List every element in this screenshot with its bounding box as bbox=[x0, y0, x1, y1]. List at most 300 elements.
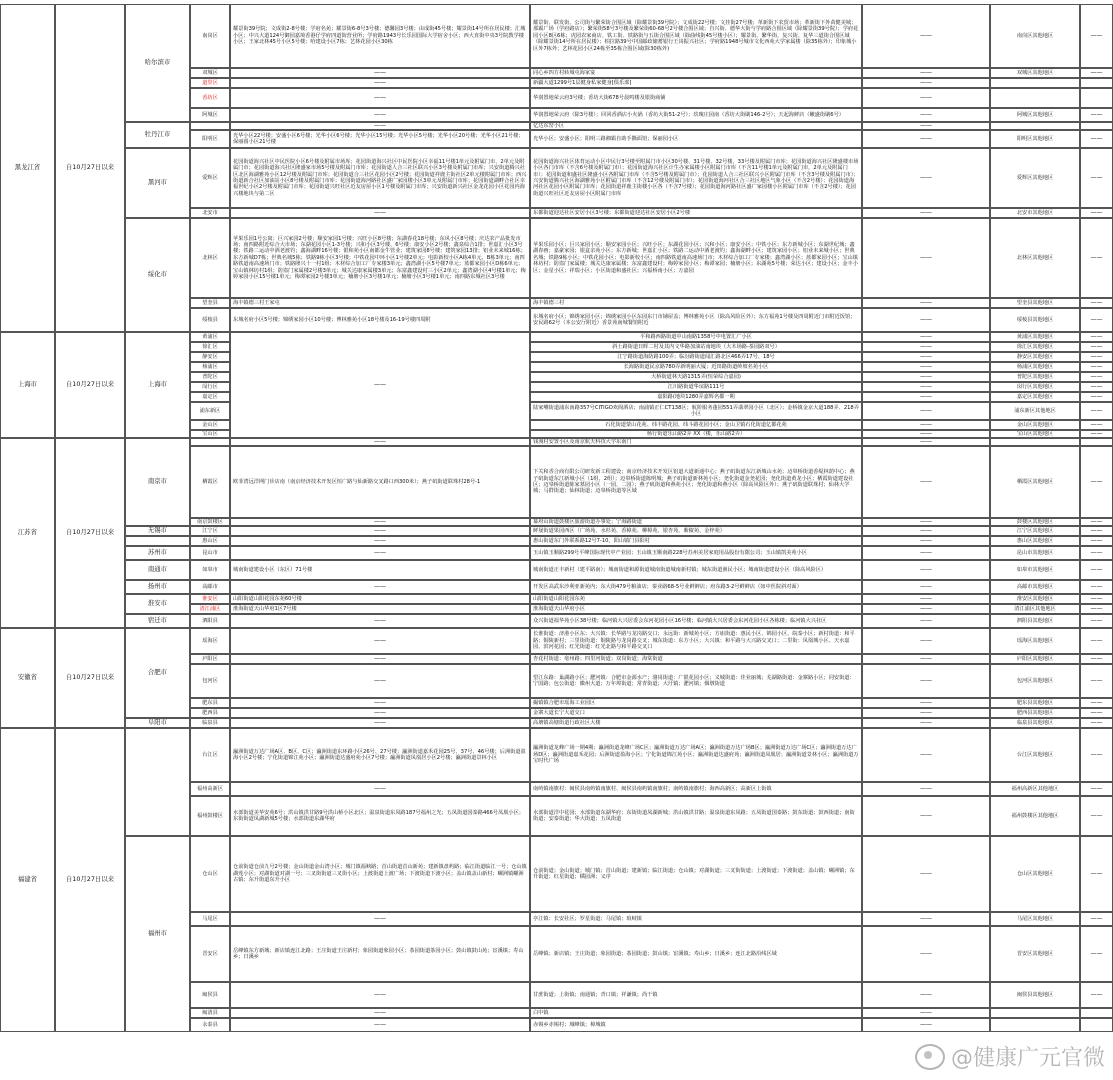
high-risk-cell: —— bbox=[230, 536, 530, 546]
note-cell: —— bbox=[1080, 604, 1113, 614]
city-cell: 合肥市 bbox=[125, 628, 190, 718]
exclusion-cell: —— bbox=[862, 982, 990, 1008]
exclusion-cell: —— bbox=[862, 298, 990, 308]
district-cell: 昆山市 bbox=[190, 546, 230, 560]
exclusion-cell: —— bbox=[862, 1018, 990, 1032]
city-cell: 淮安市 bbox=[125, 594, 190, 614]
city-cell bbox=[125, 728, 190, 836]
low-risk-cell: 福州高新区其他地区 bbox=[990, 782, 1080, 796]
exclusion-cell: —— bbox=[862, 392, 990, 402]
low-risk-cell: 闵行区其他地区 bbox=[990, 382, 1080, 392]
mid-risk-cell: 高塘镇高塘街道行政社区大楼 bbox=[530, 718, 862, 728]
exclusion-cell: —— bbox=[862, 78, 990, 88]
note-cell: —— bbox=[1080, 68, 1113, 78]
high-risk-cell: —— bbox=[230, 614, 530, 628]
low-risk-cell: 杨浦区其他地区 bbox=[990, 362, 1080, 372]
mid-risk-cell: 开发区高武东沙利亚新苑内；东大街479号粮油店；秦业路68-5号业鲜鲜店；府东路3-2号鲜鲜店（如中医院斜对面） bbox=[530, 580, 862, 594]
exclusion-cell: —— bbox=[862, 708, 990, 718]
mid-risk-cell: 玉山镇玉顺路299号平峰国际现代中产业园；玉山镇玉顺南路228号苏州美居家庭用品股份有限公司；玉山镇凯美苑小区 bbox=[530, 546, 862, 560]
exclusion-cell: —— bbox=[862, 122, 990, 130]
district-cell: 台江区 bbox=[190, 728, 230, 782]
high-risk-cell: —— bbox=[230, 718, 530, 728]
date-cell: 自10月27日以来 bbox=[55, 728, 125, 1032]
district-cell: 包河区 bbox=[190, 664, 230, 698]
low-risk-cell: 仓山区其他地区 bbox=[990, 836, 1080, 912]
exclusion-cell: —— bbox=[862, 594, 990, 604]
district-cell bbox=[190, 438, 230, 446]
mid-risk-cell: 花园街道海兴社区体育运动小区中民行3号楼至附属门市小区30号楼、31号楼、32号楼、33号楼及附属门市库；花园街道海兴社区隆盛楼市场小区各门市库（不含6号楼及附属门市）；花园街道海兴社区计生办家属楼小区附属门市库（不含11号楼1单元及附属门市，2单元及附属门市）；花园街道和盛社区隆盛小区各附属门市库（不含5号楼及附属门市）；花园街道人合三社区联兴小区附属门市库（不含3号楼及附属门市）；兴安街道腾兴社区海湖雅苑小区附属门市库（不含12号楼及附属门市）；花园街道海河社区合三社区地区气象小区（不含2号楼）；花园街道海河社区花园小区附属门市库；花园街道祥鹿主街楼小区各（不含7号楼）；花园街道海河路社区盛广家园楼小区附属门市库（不含2号楼）；花园街道兴旺社区近友房屋小区附属门市库 bbox=[530, 148, 862, 208]
note-cell: —— bbox=[1080, 430, 1113, 438]
low-risk-cell: 如皋市其他地区 bbox=[990, 560, 1080, 580]
high-risk-cell: —— bbox=[230, 708, 530, 718]
exclusion-cell: —— bbox=[862, 912, 990, 926]
district-cell: 北安市 bbox=[190, 208, 230, 218]
note-cell: —— bbox=[1080, 382, 1113, 392]
exclusion-cell: —— bbox=[862, 926, 990, 982]
note-cell: —— bbox=[1080, 4, 1113, 68]
date-cell: 自10月27日以来 bbox=[55, 438, 125, 628]
mid-risk-cell: 华润置地荣云府（除3号楼）；回回香酒店小火锅（香坊大街51-2号）；玖瑰庄园南（香坊大街刷146-2号）；天起海鲜店（嫩盛街刷6号） bbox=[530, 108, 862, 122]
exclusion-cell: —— bbox=[862, 130, 990, 148]
high-risk-cell: —— bbox=[230, 518, 530, 526]
note-cell: —— bbox=[1080, 526, 1113, 536]
high-risk-cell: —— bbox=[230, 332, 530, 438]
mid-risk-cell: 同心乡四方村转城屯海家宴 bbox=[530, 68, 862, 78]
low-risk-cell: 徐汇区其他地区 bbox=[990, 342, 1080, 352]
low-risk-cell: 鼓楼区其他地区 bbox=[990, 518, 1080, 526]
high-risk-cell: —— bbox=[230, 698, 530, 708]
note-cell bbox=[1080, 1008, 1113, 1018]
mid-risk-cell: 苹果乐园小区；巨兴家园小区；顺安家园小区；兴旺小区；东湖花园小区；兴和小区；康安小区；中铁小区；东方新城小区；东湖世纪城；鑫湖春画；嘉豪家园；银盒亲苑小区；东方新城；世嘉汇小区；铁路二运动中酒老渡钓；鑫海湖畔小区；建筑家园小区；铝业未来城小区；世典名城；铁路9栋小区；中铁花园小区；电影新校小区；南四路铁道南高速场门市；木材综合加工厂专家楼；鑫湾湖小区；蓝都家园小区；宝山镇林坊村；防盗门家属楼；城关达康家属楼；东富鑫建设村；梅婷家园小区；梅谭家园；楠塘小区；东湖苑5号楼；荣达小区；建设小区；金丰小区；金星小区；祥瑞小区；小区街道和盛社区；兴福桥南小区；万嘉园 bbox=[530, 218, 862, 298]
district-cell: 瑶海区 bbox=[190, 628, 230, 654]
high-risk-cell: —— bbox=[230, 122, 530, 130]
weibo-logo-icon bbox=[915, 1044, 945, 1070]
mid-risk-cell: 幕府山街道鼓楼区旅游街道办事处；宁海路街道 bbox=[530, 518, 862, 526]
mid-risk-cell: 杏花村街道：亳州路；四里河街道；双岗街道；海棠街道 bbox=[530, 654, 862, 664]
city-cell: 牡丹江市 bbox=[125, 122, 190, 148]
mid-risk-cell: 陆家嘴街道浦东南路357号CITIGO欢阁酒店；南浦镇正仁CT138区；航阶服务蓬园551弄翡翠园小区（北区）；金桥镇金京大道188弄、218弄小区 bbox=[530, 402, 862, 420]
district-cell: 高邮市 bbox=[190, 580, 230, 594]
mid-risk-cell: 石化街道蒙山花苑、纬丰路花园、纬斗路花园小区；金山卫镇石化街道亿都花苑 bbox=[530, 420, 862, 430]
district-cell: 福州高新区 bbox=[190, 782, 230, 796]
high-risk-cell: 苹果乐园1号公寓；巨兴家园2号楼；顺安家园1号楼；兴旺小区8号楼；东湖春花18号楼；东风小区8号楼；庆达农产品批发市场；南四路附近综合大市场；东湖花园小区1-3号楼；兴和小区3号楼、6号楼；康安小区2号楼；鑫泉综合1排；世嘉汇小区3号楼；铁路二运动中酒老渡钓；鑫海湖畔16号楼；银和苑小区南都金牛管业；建筑家园8号楼；建筑家园13排；铝业未来城16栋；东方新城D7栋；世典名城5栋；铁路9栋小区3号楼；中铁花园中环小区1号楼2单元；电影新校小区A栋4单元、B栋3单元；南四路铁道南高速场门市；铁路隆兴十一村1组；木材综合加工厂专家楼3单元；鑫湾湖小区5号楼7单元；蓝都家园小区D栋6单元；宝山镇林坊村1组；防盗门家属楼2号楼3单元；城关达康家属楼3单元；东富鑫建设村三小区2单元；鑫湾湖小区4号楼1单元；梅婷家园小区15号楼1单元；梅谭家园2号楼3单元；楠塘小区3号楼1单元；楠塘小区3号楼1单元；南四路东城社区3号楼 bbox=[230, 218, 530, 298]
mid-risk-cell: 亭江镇：长安社区；罗星街道；马尾镇；琅岐镇 bbox=[530, 912, 862, 926]
mid-risk-cell: 杨行街道乐山路2弄 XX（楼，乐山路2弄） bbox=[530, 430, 862, 438]
low-risk-cell bbox=[990, 88, 1080, 108]
mid-risk-cell: 岳峰镇；新店镇；王庄街道；象园街道；茶园街道；鼓山镇；宦溪镇；寿山乡；日溪乡；连江北路沿线区域 bbox=[530, 926, 862, 982]
mid-risk-cell: 光华小区；安盛小区；阳明三路湘霸自助手撕面馆；保丽园小区 bbox=[530, 130, 862, 148]
low-risk-cell: 北安市其他地区 bbox=[990, 208, 1080, 218]
mid-risk-cell: 众兴街道福华苑小区38号楼；临河镇大兴居委会东河花园小区16号楼；临河镇大兴居委会东河花园小区各栋楼；临河镇大兴社区 bbox=[530, 614, 862, 628]
exclusion-cell: —— bbox=[862, 420, 990, 430]
low-risk-cell: 庐阳区其他地区 bbox=[990, 654, 1080, 664]
note-cell bbox=[1080, 1018, 1113, 1032]
high-risk-cell: —— bbox=[230, 546, 530, 560]
province-cell: 上海市 bbox=[0, 332, 55, 438]
note-cell: —— bbox=[1080, 614, 1113, 628]
low-risk-cell: 马尾区其他地区 bbox=[990, 912, 1080, 926]
low-risk-cell: 肥西县其他地区 bbox=[990, 708, 1080, 718]
low-risk-cell: 昆山市其他地区 bbox=[990, 546, 1080, 560]
note-cell: —— bbox=[1080, 130, 1113, 148]
note-cell: —— bbox=[1080, 698, 1113, 708]
district-cell: 马尾区 bbox=[190, 912, 230, 926]
high-risk-cell: —— bbox=[230, 108, 530, 122]
exclusion-cell: —— bbox=[862, 382, 990, 392]
low-risk-cell: 福州鼓楼区其他地区 bbox=[990, 796, 1080, 836]
low-risk-cell: 浦东新区其他地区 bbox=[990, 402, 1080, 420]
district-cell: 栖霞区 bbox=[190, 446, 230, 518]
city-cell: 哈尔滨市 bbox=[125, 4, 190, 122]
low-risk-cell: 高邮市其他地区 bbox=[990, 580, 1080, 594]
city-cell: 黑河市 bbox=[125, 148, 190, 218]
district-cell: 望奎县 bbox=[190, 298, 230, 308]
low-risk-cell: 静安区其他地区 bbox=[990, 352, 1080, 362]
mid-risk-cell: 钱漫村安置小区及南京航天科技大学东南门 bbox=[530, 438, 862, 446]
mid-risk-cell: 仓前街道；金山街道；城门镇；首山街道；建新镇；临江街道；仓山镇；对湖街道；三叉街街道；上渡街道；下渡街道；盖山镇；螺洲镇；东升街道；红星街道；橘园洲；义序 bbox=[530, 836, 862, 912]
mid-risk-cell: 嘉阳路(地块1280弄嘉辉名都一期 bbox=[530, 392, 862, 402]
low-risk-cell: 肥东县其他地区 bbox=[990, 698, 1080, 708]
exclusion-cell: —— bbox=[862, 614, 990, 628]
note-cell: —— bbox=[1080, 218, 1113, 298]
district-cell: 闽侯县 bbox=[190, 982, 230, 1008]
low-risk-cell: 爱辉区其他地区 bbox=[990, 148, 1080, 208]
high-risk-cell: 淮海街道天山华府1区7号楼 bbox=[230, 604, 530, 614]
high-risk-cell: —— bbox=[230, 88, 530, 108]
note-cell: —— bbox=[1080, 392, 1113, 402]
note-cell: —— bbox=[1080, 298, 1113, 308]
mid-risk-cell: 江川路街道华谊路111号 bbox=[530, 382, 862, 392]
exclusion-cell: —— bbox=[862, 4, 990, 68]
note-cell: —— bbox=[1080, 782, 1113, 796]
mid-risk-cell: 长淮街道：济港小区东；大兴镇：长华路与龙岗路交口；永远街：新城苑小区；方庙街道：惠民小区、锦园小区、皖泰小区；新村街道：和平路；铜陵新村；三里街街道：铜陵路与龙岗路交叉；城东街道：东方小区；大兴镇：和平路与大兴路交叉口；二里街：凤凰城小区、天水嘉园、滨河花园；红光街道：红光北路与和平路交叉口 bbox=[530, 628, 862, 654]
low-risk-cell: 阳明区其他地区 bbox=[990, 130, 1080, 148]
mid-risk-cell: 山阳街道山阳花园东苑 bbox=[530, 594, 862, 604]
district-cell: 北林区 bbox=[190, 218, 230, 298]
city-cell: 宿迁市 bbox=[125, 614, 190, 628]
note-cell: —— bbox=[1080, 308, 1113, 332]
high-risk-cell: —— bbox=[230, 78, 530, 88]
exclusion-cell: —— bbox=[862, 332, 990, 342]
district-cell: 嘉定区 bbox=[190, 392, 230, 402]
city-cell: 福州市 bbox=[125, 836, 190, 1032]
city-cell: 上海市 bbox=[125, 332, 190, 438]
date-cell: 自10月27日以来 bbox=[55, 332, 125, 438]
district-cell: 庐阳区 bbox=[190, 654, 230, 664]
city-cell: 南通市 bbox=[125, 560, 190, 580]
high-risk-cell: 城南街道建设小区（东区）71号楼 bbox=[230, 560, 530, 580]
high-risk-cell: —— bbox=[230, 208, 530, 218]
low-risk-cell: 临泉县其他地区 bbox=[990, 718, 1080, 728]
exclusion-cell: —— bbox=[862, 88, 990, 108]
high-risk-cell: —— bbox=[230, 982, 530, 1008]
exclusion-cell: —— bbox=[862, 664, 990, 698]
note-cell: —— bbox=[1080, 352, 1113, 362]
note-cell: —— bbox=[1080, 982, 1113, 1008]
low-risk-cell bbox=[990, 122, 1080, 130]
high-risk-cell: —— bbox=[230, 628, 530, 654]
exclusion-cell: —— bbox=[862, 352, 990, 362]
city-cell: 苏州市 bbox=[125, 546, 190, 560]
mid-risk-cell: 淮海街道天山华府小区 bbox=[530, 604, 862, 614]
district-cell: 静安区 bbox=[190, 352, 230, 362]
note-cell: —— bbox=[1080, 332, 1113, 342]
exclusion-cell: —— bbox=[862, 108, 990, 122]
note-cell: —— bbox=[1080, 446, 1113, 518]
low-risk-cell: 宝山区其他地区 bbox=[990, 430, 1080, 438]
date-cell: 自10月27日以来 bbox=[55, 628, 125, 728]
mid-risk-cell: 金寨大道长宁大道交口 bbox=[530, 708, 862, 718]
district-cell: 爱辉区 bbox=[190, 148, 230, 208]
district-cell: 闵行区 bbox=[190, 382, 230, 392]
low-risk-cell: 江宁区其他地区 bbox=[990, 526, 1080, 536]
exclusion-cell: —— bbox=[862, 68, 990, 78]
low-risk-cell: 闽侯县其他地区 bbox=[990, 982, 1080, 1008]
note-cell: —— bbox=[1080, 560, 1113, 580]
district-cell: 福州鼓楼区 bbox=[190, 796, 230, 836]
exclusion-cell: —— bbox=[862, 782, 990, 796]
high-risk-cell: 耀景街39号院；文成街2-8号楼；学府名苑；耀景街6-8号3号楼；德馨园3号楼；由成街45号楼；耀景街14号所在居民楼；汇城小区；中兴大道124号御园嘉境香港仔学府四道街营业所；学府路1943号长乐园国际大学宿舍小区；西大直街中央3号院教学楼小区；王家北林45号小区5号楼；哈建设小区7栋；艺林花园小区30栋 bbox=[230, 4, 530, 68]
exclusion-cell: —— bbox=[862, 308, 990, 332]
district-cell: 双城区 bbox=[190, 68, 230, 78]
district-cell: 徐汇区 bbox=[190, 342, 230, 352]
note-cell: —— bbox=[1080, 148, 1113, 208]
low-risk-cell: 台江区其他地区 bbox=[990, 728, 1080, 782]
note-cell: —— bbox=[1080, 664, 1113, 698]
high-risk-cell: —— bbox=[230, 912, 530, 926]
mid-risk-cell: 亿达东窑小区 bbox=[530, 122, 862, 130]
exclusion-cell: —— bbox=[862, 362, 990, 372]
high-risk-cell: 花园街道海兴社区中民医院小区6号楼及附属市场库；花园街道海兴社区中民医院小区幸福11号楼1单元及附属门市，2单元及附属门市；花园街道海兴社区隆盛家市场5号楼及附属门市库；花园街道人合三社区联兴小区3号楼及附属门市库；兴安街道腾兴社区北区海湖雅苑小区12号楼及附属门市库；花园街道合三社区花园小区2号楼；花园街道祥鹿主街社区2单元楼附属门市库；西兴街道新合社区加油站小区8号楼及附属门市库；花园街道海河路社区盛广家园楼小区3单元及附属门市库；花园街道湖畔合社区幸福世纪小区2号楼及附属门市库；花园街道兴旺社区近友房屋小区1号楼及附属门市库；兴安街道新兴社区金龙花园小区花园内海兴楼地块与第二区 bbox=[230, 148, 530, 208]
low-risk-cell: 望奎县其他地区 bbox=[990, 298, 1080, 308]
exclusion-cell: —— bbox=[862, 536, 990, 546]
district-cell: 永泰县 bbox=[190, 1018, 230, 1032]
high-risk-cell: —— bbox=[230, 68, 530, 78]
low-risk-cell bbox=[990, 438, 1080, 446]
exclusion-cell: —— bbox=[862, 796, 990, 836]
high-risk-cell: 光华小区22号楼；安盛小区6号楼；光华小区6号楼；光华小区15号楼；光华小区5号楼；光华小区20号楼；光华小区21号楼；保丽圆小区21号楼 bbox=[230, 130, 530, 148]
district-cell: 清江浦区 bbox=[190, 604, 230, 614]
city-cell bbox=[125, 536, 190, 546]
high-risk-cell: 瀛洲街道万达广场A区、B区、C区；瀛洲街道东环路小区26号、27号楼；瀛洲街道嘉禾花园25号、37号、46号楼；后洲街道盈海小区2号楼；宁化街道锦江苑小区；瀛洲街道达盛府苑小区7号楼；瀛洲街道凤凰居小区2号楼；瀛洲街道景林小区 bbox=[230, 728, 530, 782]
district-cell: 惠山区 bbox=[190, 536, 230, 546]
mid-risk-cell: 水部街道洋中花园；水部街道东湖华府；东街街道凤湖新城；洪山镇洪甘路；温泉街道东凤路；五凤街道国泰路；鼓东街道；鼓西街道；南街街道；安泰街道；华大街道；五凤街道 bbox=[530, 796, 862, 836]
high-risk-cell: —— bbox=[230, 580, 530, 594]
exclusion-cell: —— bbox=[862, 728, 990, 782]
exclusion-cell: —— bbox=[862, 546, 990, 560]
district-cell: 阿城区 bbox=[190, 108, 230, 122]
city-cell: 无锡市 bbox=[125, 526, 190, 536]
mid-risk-cell: 平和路西路街道中山南路1358号中电置汇广小区 bbox=[530, 332, 862, 342]
exclusion-cell: —— bbox=[862, 628, 990, 654]
mid-risk-cell: 甘蔗街道；上街镇；南通镇；青口镇；祥谦镇；尚干镇 bbox=[530, 982, 862, 1008]
note-cell bbox=[1080, 122, 1113, 130]
note-cell: —— bbox=[1080, 362, 1113, 372]
province-cell: 安徽省 bbox=[0, 628, 55, 728]
note-cell bbox=[1080, 88, 1113, 108]
district-cell: 绥棱县 bbox=[190, 308, 230, 332]
mid-risk-cell: 白中镇 bbox=[530, 1008, 862, 1018]
watermark-text: @健康广元官微 bbox=[950, 1046, 1105, 1071]
high-risk-cell: —— bbox=[230, 654, 530, 664]
district-cell: 南岗区 bbox=[190, 4, 230, 68]
mid-risk-cell: 大桥街道林天路1315弄(恒荣综合嘉园) bbox=[530, 372, 862, 382]
exclusion-cell: —— bbox=[862, 208, 990, 218]
note-cell: —— bbox=[1080, 912, 1113, 926]
high-risk-cell: —— bbox=[230, 1018, 530, 1032]
low-risk-cell: 普陀区其他地区 bbox=[990, 372, 1080, 382]
exclusion-cell: —— bbox=[862, 560, 990, 580]
low-risk-cell: 惠山区其他地区 bbox=[990, 536, 1080, 546]
district-cell: 阳明区 bbox=[190, 130, 230, 148]
high-risk-cell: 海丰镇德三村王家屯 bbox=[230, 298, 530, 308]
note-cell: —— bbox=[1080, 536, 1113, 546]
mid-risk-cell: 东都街道迎达社区安居小区3号楼；东都街道迎达社区安居小区2号楼 bbox=[530, 208, 862, 218]
high-risk-cell: 仓前街道仓前九号2号楼；金山街道金山湾小区；城门镇福峡路；首山街道首山新苑；建新镇盘屿路；临江街道临江一号；仓山镇湖莲小区；对湖街道对湖一号；三叉街街道三叉街小区；上渡街道上渡广场；下渡街道下渡小区；盖山镇盖山新村；螺洲镇螺洲古镇；东升街道东升小区 bbox=[230, 836, 530, 912]
province-cell: 黑龙江省 bbox=[0, 4, 55, 332]
note-cell: —— bbox=[1080, 708, 1113, 718]
mid-risk-cell: 华润置地荣云府3号楼；香坊大街678号晨鸣楼及银街商铺 bbox=[530, 88, 862, 108]
low-risk-cell bbox=[990, 1018, 1080, 1032]
mid-risk-cell: 望江东路：巢湖路小区；淝河镇：合肥市金源水产；骆岗街道：广银花园小区；义城街道：佳业丽城；芜湖路街道：金寨路小区；同安街道：宁国路；包公街道：徽州大道；万年埠街道；常青街道；大圩镇；淝河镇；烟墩街道 bbox=[530, 664, 862, 698]
note-cell: —— bbox=[1080, 728, 1113, 782]
district-cell: 黄浦区 bbox=[190, 332, 230, 342]
exclusion-cell: —— bbox=[862, 718, 990, 728]
high-risk-cell: 东城名府小区5号楼；锦绣家园小区10号楼；博林雅苑小区18号楼及16-19号楼四周附 bbox=[230, 308, 530, 332]
exclusion-cell: —— bbox=[862, 438, 990, 446]
note-cell: —— bbox=[1080, 402, 1113, 420]
mid-risk-cell: 瀛洲街道龙峰广场一期4期；瀛洲街道龙峰广场C区；瀛洲街道万达广场A区；瀛洲街道万达广场B区；瀛洲街道万达广场C区；瀛洲街道万达广场D区；瀛洲街道嘉禾花园；后洲街道盈海小区；宁化街道锦江苑小区；瀛洲街道达盛府苑；瀛洲街道凤凰居；瀛洲街道景林小区；瀛洲街道万宝时代广场 bbox=[530, 728, 862, 782]
low-risk-cell bbox=[990, 78, 1080, 88]
low-risk-cell: 双城区其他地区 bbox=[990, 68, 1080, 78]
district-cell bbox=[190, 122, 230, 130]
note-cell: —— bbox=[1080, 718, 1113, 728]
exclusion-cell: —— bbox=[862, 526, 990, 536]
note-cell: —— bbox=[1080, 546, 1113, 560]
city-cell: 阜阳市 bbox=[125, 718, 190, 728]
note-cell: —— bbox=[1080, 518, 1113, 526]
district-cell: 南京鼓楼区 bbox=[190, 518, 230, 526]
mid-risk-cell: 惠山街道东门外联系路12号7-10，阳山镇门县阳村 bbox=[530, 536, 862, 546]
high-risk-cell: —— bbox=[230, 1008, 530, 1018]
note-cell: —— bbox=[1080, 926, 1113, 982]
high-risk-cell: 欧菲湾远洋网门诊店南（南京经济技术开发区恒广路与仙新路交叉路口西300米）；燕子矶街道联珠村28号-1 bbox=[230, 446, 530, 518]
city-cell: 绥化市 bbox=[125, 218, 190, 332]
city-cell: 扬州市 bbox=[125, 580, 190, 594]
note-cell: —— bbox=[1080, 628, 1113, 654]
district-cell: 淮安区 bbox=[190, 594, 230, 604]
district-cell: 浦东新区 bbox=[190, 402, 230, 420]
high-risk-cell: 水部街道美华安苑6号；洪山镇洪甘路9号洪山桥小区北区；温泉街道东凤路187号福州之光；五凤街道国泰路466号凤凰小区；东街街道凤湖新城5号楼；水部街道东湖华府 bbox=[230, 796, 530, 836]
low-risk-cell: 绥棱县其他地区 bbox=[990, 308, 1080, 332]
mid-risk-cell: 海丰镇德三村 bbox=[530, 298, 862, 308]
note-cell bbox=[1080, 78, 1113, 88]
mid-risk-cell: 下关和香合商有限公司研发新工程建设；南京经济技术开发区铝道大道新通中心；燕子矶街道东江新城山水苑；迈皋桥街道香缇林荫中心；燕子矶街道东江新城小区（1组、2组）；迈皋桥街道陈明城；燕子矶街道新林苑小区；尧化街道金尧花园；尧化街道黄龙小区；栖霞街道建设社区；迈皋桥街道陈家墓园小区（一园、二园）；燕子矶街道和燕苑小区；尧化街道和燕小区（除高风险区外）；燕子矶街道联珠村；仙林大学城；马群街道；仙林街道；迈皋桥街道等区域 bbox=[530, 446, 862, 518]
mid-risk-cell: 东城名府小区；锦绣家园小区；锦绣家园小区东园东门市铺屋盖；博林雅苑小区（除高风险区外）；东方福苑1号楼及四周附近门市附近饭馆；安民路62号（本公安厅附近）香景苑南城餐馆附近 bbox=[530, 308, 862, 332]
low-risk-cell: 黄浦区其他地区 bbox=[990, 332, 1080, 342]
high-risk-cell: 岳峰镇东方新城；新店镇连江北路；王庄街道王庄新村；象园街道象园小区；茶园街道茶园小区；鼓山镇鼓山苑；宦溪镇；寿山乡；日溪乡 bbox=[230, 926, 530, 982]
district-cell: 闽清县 bbox=[190, 1008, 230, 1018]
district-cell: 道里区 bbox=[190, 78, 230, 88]
note-cell: —— bbox=[1080, 654, 1113, 664]
low-risk-cell: 阿城区其他地区 bbox=[990, 108, 1080, 122]
low-risk-cell: 瑶海区其他地区 bbox=[990, 628, 1080, 654]
district-cell: 肥西县 bbox=[190, 708, 230, 718]
note-cell: —— bbox=[1080, 372, 1113, 382]
exclusion-cell: —— bbox=[862, 446, 990, 518]
exclusion-cell: —— bbox=[862, 148, 990, 208]
mid-risk-cell: 耀景街、联发街、公司街与繁荣街合围区域（除耀景街39号院）；文成街22号楼；文挂街27号楼；革新街下农贸市场；革新街下外苗健美城；那霸广场（学府路店）；繁荣街58号3号楼及繁荣街60-68号2号楼合围区域；自兴街、德华大街与学府路合围区域（除耀景街39号院）；学府花园小区8区6栋；虎园农家商店、铁工街、铁路街与五街合围区域（除曲线街45号楼小区）；耀景街、繁华街、复兴街、复华三道街合围区域（除耀景街14号所在居民楼）；柏拉路39号中国邮政储蓄银行王岗振兴社区；学府路1948号城市文化西苑大学家属楼（除35栋外）；印象城小区外7栋外；艺林花园小区24栋至35栋合围区域(除30栋外) bbox=[530, 4, 862, 68]
exclusion-cell: —— bbox=[862, 580, 990, 594]
low-risk-cell: 北林区其他地区 bbox=[990, 218, 1080, 298]
exclusion-cell: —— bbox=[862, 430, 990, 438]
exclusion-cell: —— bbox=[862, 518, 990, 526]
note-cell: —— bbox=[1080, 208, 1113, 218]
watermark bbox=[915, 1041, 1105, 1072]
exclusion-cell: —— bbox=[862, 836, 990, 912]
high-risk-cell: —— bbox=[230, 526, 530, 536]
district-cell: 金山区 bbox=[190, 420, 230, 430]
note-cell: —— bbox=[1080, 342, 1113, 352]
mid-risk-cell: 江宁路街道海防路100弄；临汾路街道闻汇路北区466弄17号、18号 bbox=[530, 352, 862, 362]
note-cell: —— bbox=[1080, 796, 1113, 836]
note-cell: —— bbox=[1080, 836, 1113, 912]
district-cell: 泗阳县 bbox=[190, 614, 230, 628]
low-risk-cell: 淮安区其他地区 bbox=[990, 594, 1080, 604]
note-cell: —— bbox=[1080, 594, 1113, 604]
high-risk-cell: —— bbox=[230, 438, 530, 446]
mid-risk-cell: 鲜晟街道果园西区（广场苑、水杉苑、香樟苑、柳樟苑、银杏苑、紫椒苑、金梓苑） bbox=[530, 526, 862, 536]
low-risk-cell: 南岗区其他地区 bbox=[990, 4, 1080, 68]
mid-risk-cell: 长海路街道民京路780弄新明丽大厦；近田路街道岭坡名苑小区 bbox=[530, 362, 862, 372]
exclusion-cell: —— bbox=[862, 698, 990, 708]
low-risk-cell: 晋安区其他地区 bbox=[990, 926, 1080, 982]
note-cell bbox=[1080, 438, 1113, 446]
mid-risk-cell: 斜土路街道日晖二村及其内文华路加油站南地块（大木场路-茶园路双号） bbox=[530, 342, 862, 352]
district-cell: 仓山区 bbox=[190, 836, 230, 912]
exclusion-cell: —— bbox=[862, 604, 990, 614]
exclusion-cell: —— bbox=[862, 402, 990, 420]
note-cell: —— bbox=[1080, 580, 1113, 594]
high-risk-cell: —— bbox=[230, 664, 530, 698]
district-cell: 江宁区 bbox=[190, 526, 230, 536]
mid-risk-cell: 城南街道正丰新村（建平路南）；城南街道和源街道城南街道城南新村镇；城东街道渔民小区；城南街道建设小区（除高风险区） bbox=[530, 560, 862, 580]
low-risk-cell bbox=[990, 1008, 1080, 1018]
date-cell: 自10月27日以来 bbox=[55, 4, 125, 332]
exclusion-cell: —— bbox=[862, 342, 990, 352]
district-cell: 晋安区 bbox=[190, 926, 230, 982]
exclusion-cell: —— bbox=[862, 654, 990, 664]
district-cell: 香坊区 bbox=[190, 88, 230, 108]
note-cell: —— bbox=[1080, 108, 1113, 122]
high-risk-cell: 山阳街道山阳花园东苑60号楼 bbox=[230, 594, 530, 604]
district-cell: 杨浦区 bbox=[190, 362, 230, 372]
exclusion-cell: —— bbox=[862, 1008, 990, 1018]
city-cell: 南京市 bbox=[125, 438, 190, 526]
mid-risk-cell: 新疆大道1299号1层健身私家健身[俱乐部] bbox=[530, 78, 862, 88]
province-cell: 福建省 bbox=[0, 728, 55, 1032]
district-cell: 如皋市 bbox=[190, 560, 230, 580]
district-cell: 宝山区 bbox=[190, 430, 230, 438]
district-cell: 肥东县 bbox=[190, 698, 230, 708]
high-risk-cell: —— bbox=[230, 782, 530, 796]
province-cell: 江苏省 bbox=[0, 438, 55, 628]
low-risk-cell: 栖霞区其他地区 bbox=[990, 446, 1080, 518]
exclusion-cell: —— bbox=[862, 372, 990, 382]
district-cell: 普陀区 bbox=[190, 372, 230, 382]
mid-risk-cell: 赤锡乡赤锡村；城峰镇；樟城镇 bbox=[530, 1018, 862, 1032]
mid-risk-cell: 撮镇镇合肥市瑶海工业园区 bbox=[530, 698, 862, 708]
